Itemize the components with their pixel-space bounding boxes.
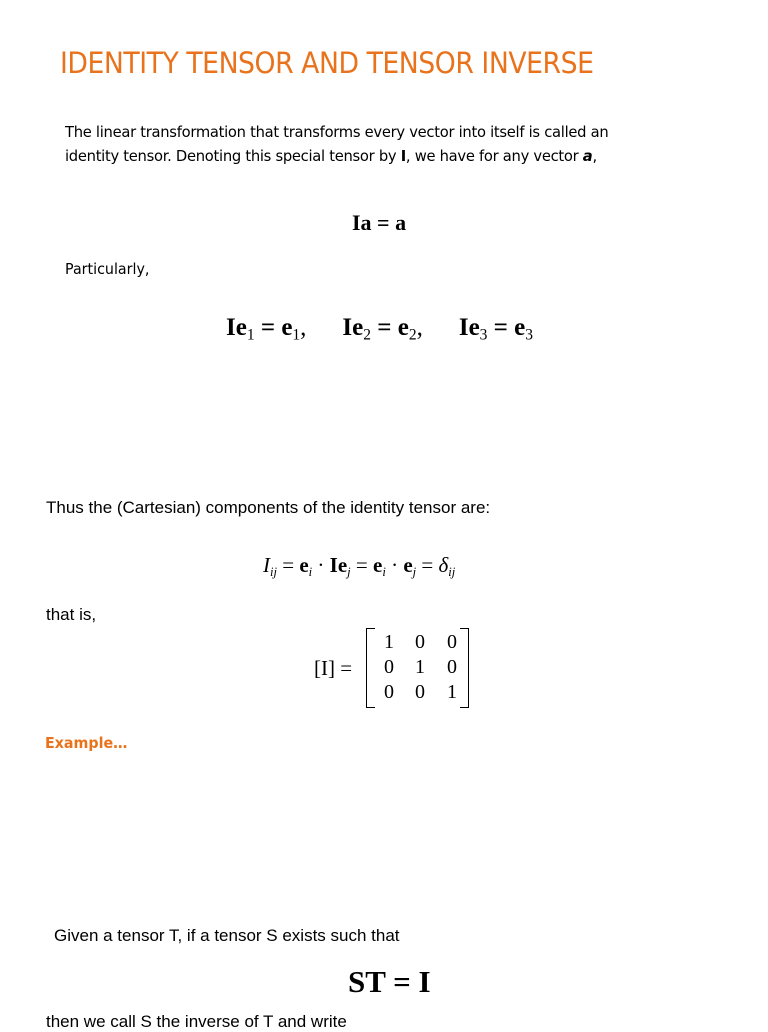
eq-comp-eq-2: = (350, 553, 374, 577)
matrix-cell: 0 (447, 631, 457, 653)
eq-basis-lhs-2: Ie (342, 314, 364, 341)
eq-basis-lhs-3: Ie (458, 314, 480, 341)
eq-basis-mid-2: = e (371, 314, 409, 341)
page-title: IDENTITY TENSOR AND TENSOR INVERSE (60, 46, 594, 80)
cut-off-text: then we call S the inverse of T and write (46, 1012, 347, 1031)
eq-comp-sub-ij: ij (270, 564, 277, 579)
eq-comp-e-1: e (299, 553, 309, 577)
intro-symbol-a: a (582, 147, 593, 165)
particularly-label: Particularly, (65, 260, 150, 278)
eq-basis-lhs-1: Ie (226, 314, 247, 341)
eq-basis-mid-3: = e (487, 314, 526, 341)
matrix-grid (374, 630, 468, 705)
equation-inverse: ST = I (348, 964, 431, 999)
eq-basis-sub-1: 1 (246, 326, 255, 344)
eq-basis-end-1: , (300, 314, 307, 341)
matrix-cell: 0 (447, 656, 457, 678)
eq-comp-e-2: e (373, 553, 383, 577)
eq-basis-sub-2: 2 (363, 326, 371, 344)
given-text: Given a tensor T, if a tensor S exists such that (54, 926, 400, 945)
example-heading: Example… (45, 734, 128, 752)
eq-comp-delta: δ (438, 553, 449, 577)
matrix-cell: 0 (415, 631, 425, 653)
eq-comp-Ie: Ie (329, 553, 348, 577)
eq-basis-rsub-3: 3 (525, 326, 534, 344)
matrix-cell: 0 (415, 681, 425, 703)
eq-basis-sub-3: 3 (479, 326, 488, 344)
intro-paragraph (65, 120, 635, 168)
matrix-cell: 0 (384, 656, 394, 678)
eq-comp-dot-2: · (385, 553, 404, 577)
eq-basis-rsub-2: 2 (408, 326, 417, 344)
that-is-text: that is, (46, 605, 97, 624)
matrix-label: [I] = (314, 656, 353, 680)
eq-basis-mid-1: = e (254, 314, 293, 341)
matrix-cell: 1 (447, 681, 457, 703)
equation-components (263, 553, 455, 578)
matrix-right-bracket (460, 628, 469, 708)
eq-comp-sub-ij-2: ij (448, 564, 456, 579)
eq-comp-sub-j-1: j (347, 564, 351, 579)
components-text: Thus the (Cartesian) components of the identity tensor are: (46, 498, 491, 517)
eq-basis-end-2: , (416, 314, 423, 341)
matrix-cell: 1 (384, 631, 394, 653)
matrix-cell: 0 (384, 681, 394, 703)
equation-basis-vectors (226, 314, 533, 342)
eq-comp-I: I (263, 553, 270, 577)
intro-text-1: The linear transformation that transforms every vector into itself is called an identity tensor. Denoting this special tensor by (65, 123, 609, 165)
matrix-cell: 1 (415, 656, 425, 678)
eq-comp-sub-i-2: i (382, 564, 386, 579)
eq-comp-eq-1: = (277, 553, 300, 577)
eq-comp-sub-i-1: i (308, 564, 313, 579)
eq-basis-rsub-1: 1 (292, 326, 301, 344)
eq-comp-sub-j-2: j (412, 564, 417, 579)
equation-identity: Ia = a (352, 210, 407, 235)
intro-text-2: , we have for any vector (405, 147, 583, 165)
eq-comp-dot-1: · (312, 553, 330, 577)
eq-comp-e-3: e (403, 553, 413, 577)
intro-text-3: , (592, 147, 597, 165)
intro-symbol-I: I (400, 147, 406, 165)
eq-comp-eq-3: = (416, 553, 439, 577)
